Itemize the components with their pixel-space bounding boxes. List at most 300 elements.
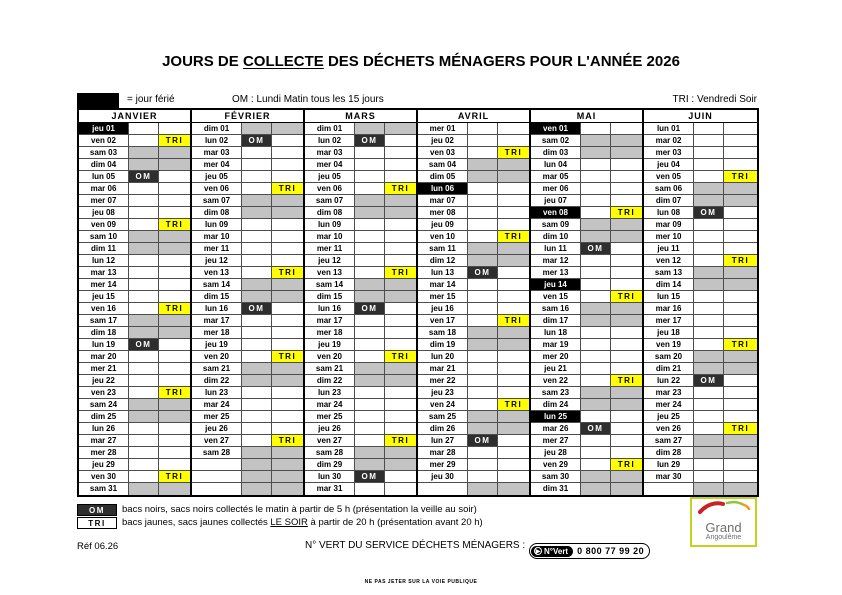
- day-label: dim 15: [192, 291, 242, 302]
- tri-mark: TRI: [611, 375, 642, 386]
- tri-description: [122, 517, 483, 528]
- logo-text-grand: Grand: [705, 520, 742, 535]
- day-row: [192, 147, 303, 159]
- day-label: jeu 04: [644, 159, 694, 170]
- day-row: [644, 231, 757, 243]
- day-label: sam 11: [418, 243, 468, 254]
- day-label: lun 08: [644, 207, 694, 218]
- day-row: [644, 255, 757, 267]
- om-cell: [129, 279, 159, 290]
- day-row: [644, 147, 757, 159]
- day-label: mar 13: [79, 267, 129, 278]
- day-row: [79, 135, 190, 147]
- day-label: sam 17: [79, 315, 129, 326]
- tri-cell: [159, 315, 190, 326]
- day-row: [79, 171, 190, 183]
- day-row: [305, 135, 416, 147]
- day-label: lun 19: [79, 339, 129, 350]
- om-cell: [355, 123, 385, 134]
- day-label: sam 21: [192, 363, 242, 374]
- om-cell: [694, 315, 724, 326]
- day-label: jeu 21: [531, 363, 581, 374]
- om-cell: [242, 447, 272, 458]
- day-label: jeu 11: [644, 243, 694, 254]
- tri-cell: [272, 123, 303, 134]
- day-label: mar 17: [305, 315, 355, 326]
- day-row: [418, 483, 529, 495]
- day-row: [418, 411, 529, 423]
- day-label: mer 06: [531, 183, 581, 194]
- day-row: [192, 351, 303, 363]
- om-cell: [242, 375, 272, 386]
- om-cell: [355, 423, 385, 434]
- tri-cell: [159, 123, 190, 134]
- tri-mark: TRI: [385, 351, 416, 362]
- day-label: mer 25: [305, 411, 355, 422]
- tri-cell: [385, 291, 416, 302]
- tri-cell: [272, 399, 303, 410]
- day-label: mar 21: [418, 363, 468, 374]
- day-label: lun 04: [531, 159, 581, 170]
- day-row: [192, 171, 303, 183]
- day-row: [644, 471, 757, 483]
- om-cell: [694, 183, 724, 194]
- om-cell: [242, 387, 272, 398]
- om-cell: [242, 279, 272, 290]
- om-cell: [694, 159, 724, 170]
- tri-cell: [272, 219, 303, 230]
- day-row: [418, 399, 529, 411]
- day-row: [192, 375, 303, 387]
- tri-cell: [611, 303, 642, 314]
- day-label: dim 07: [644, 195, 694, 206]
- om-cell: [694, 459, 724, 470]
- tri-cell: [272, 423, 303, 434]
- day-row: [531, 327, 642, 339]
- day-row: [305, 231, 416, 243]
- day-label: sam 10: [79, 231, 129, 242]
- om-cell: [355, 399, 385, 410]
- day-label: jeu 15: [79, 291, 129, 302]
- day-row: [644, 219, 757, 231]
- tri-cell: [159, 195, 190, 206]
- om-cell: [468, 315, 498, 326]
- om-cell: [468, 483, 498, 495]
- day-label-holiday: jeu 14: [531, 279, 581, 290]
- day-label: ven 09: [79, 219, 129, 230]
- om-cell: [355, 327, 385, 338]
- tri-cell: [385, 303, 416, 314]
- day-row: [418, 303, 529, 315]
- month-column-avril: [418, 110, 531, 495]
- tri-cell: [724, 447, 757, 458]
- day-label: jeu 26: [192, 423, 242, 434]
- day-row: [305, 255, 416, 267]
- day-row: [192, 411, 303, 423]
- om-cell: [129, 483, 159, 495]
- day-row: [531, 315, 642, 327]
- om-cell: [129, 243, 159, 254]
- day-row: [192, 447, 303, 459]
- tri-cell: [272, 339, 303, 350]
- om-cell: [468, 147, 498, 158]
- day-label: mar 16: [644, 303, 694, 314]
- day-label: sam 20: [644, 351, 694, 362]
- day-label: dim 25: [79, 411, 129, 422]
- day-label: sam 16: [531, 303, 581, 314]
- day-label: lun 05: [79, 171, 129, 182]
- day-row: [192, 135, 303, 147]
- day-label: mer 18: [305, 327, 355, 338]
- tri-mark: TRI: [159, 135, 190, 146]
- om-mark: OM: [242, 135, 272, 146]
- day-row: [192, 159, 303, 171]
- day-label: [418, 483, 468, 495]
- om-cell: [355, 375, 385, 386]
- tri-cell: [724, 183, 757, 194]
- day-row: [305, 375, 416, 387]
- day-row: [644, 447, 757, 459]
- tri-cell: [159, 351, 190, 362]
- day-label: ven 02: [79, 135, 129, 146]
- day-label: lun 18: [531, 327, 581, 338]
- om-cell: [581, 255, 611, 266]
- om-cell: [581, 291, 611, 302]
- om-cell: [468, 387, 498, 398]
- day-row: [305, 207, 416, 219]
- day-label: mar 19: [531, 339, 581, 350]
- tri-desc-pre: bacs jaunes, sacs jaunes collectés: [122, 517, 271, 528]
- om-cell: [355, 435, 385, 446]
- om-cell: [581, 171, 611, 182]
- day-label: lun 02: [192, 135, 242, 146]
- day-label: mar 27: [79, 435, 129, 446]
- day-label: mar 20: [79, 351, 129, 362]
- om-cell: [242, 267, 272, 278]
- tri-cell: [272, 279, 303, 290]
- tri-cell: [611, 435, 642, 446]
- om-cell: [355, 279, 385, 290]
- tri-cell: [272, 291, 303, 302]
- day-row: [531, 159, 642, 171]
- tri-mark: TRI: [611, 291, 642, 302]
- om-mark: OM: [129, 171, 159, 182]
- day-row: [644, 387, 757, 399]
- tri-cell: [159, 147, 190, 158]
- om-cell: [694, 471, 724, 482]
- tri-cell: [498, 183, 529, 194]
- om-cell: [355, 171, 385, 182]
- day-row: [79, 147, 190, 159]
- day-label: mar 03: [192, 147, 242, 158]
- tri-cell: [498, 219, 529, 230]
- day-row: [305, 471, 416, 483]
- day-label: mer 11: [305, 243, 355, 254]
- day-label: mer 08: [418, 207, 468, 218]
- om-cell: [581, 123, 611, 134]
- tri-cell: [385, 375, 416, 386]
- day-row: [531, 423, 642, 435]
- month-column-mars: [305, 110, 418, 495]
- day-row: [79, 195, 190, 207]
- tri-cell: [272, 171, 303, 182]
- tri-cell: [159, 447, 190, 458]
- day-row: [305, 327, 416, 339]
- tri-cell: [724, 219, 757, 230]
- day-row: [418, 123, 529, 135]
- tri-cell: [272, 243, 303, 254]
- day-label: ven 29: [531, 459, 581, 470]
- tri-cell: [272, 207, 303, 218]
- om-cell: [242, 291, 272, 302]
- om-cell: [129, 351, 159, 362]
- day-label: ven 15: [531, 291, 581, 302]
- day-label: dim 24: [531, 399, 581, 410]
- tri-cell: [724, 243, 757, 254]
- day-row: [79, 123, 190, 135]
- om-cell: [129, 363, 159, 374]
- tri-mark: TRI: [724, 255, 757, 266]
- tri-cell: [498, 471, 529, 482]
- day-label: lun 26: [79, 423, 129, 434]
- day-row: [79, 387, 190, 399]
- day-row: [305, 159, 416, 171]
- om-cell: [694, 387, 724, 398]
- day-row: [192, 291, 303, 303]
- day-label: jeu 16: [418, 303, 468, 314]
- day-row: [418, 231, 529, 243]
- day-row: [418, 459, 529, 471]
- day-row: [418, 135, 529, 147]
- om-cell: [355, 207, 385, 218]
- om-cell: [694, 399, 724, 410]
- day-label: mar 24: [305, 399, 355, 410]
- day-row: [644, 339, 757, 351]
- tri-cell: [498, 363, 529, 374]
- om-cell: [694, 303, 724, 314]
- tri-cell: [611, 423, 642, 434]
- day-row: [531, 411, 642, 423]
- tri-cell: [159, 171, 190, 182]
- tri-cell: [272, 195, 303, 206]
- day-row: [305, 459, 416, 471]
- day-label: dim 17: [531, 315, 581, 326]
- tri-cell: [159, 231, 190, 242]
- day-label: sam 07: [305, 195, 355, 206]
- day-row: [418, 219, 529, 231]
- day-row: [192, 207, 303, 219]
- om-cell: [694, 483, 724, 495]
- day-row: [531, 471, 642, 483]
- nvert-pill: [531, 546, 573, 557]
- om-cell: [242, 183, 272, 194]
- day-row: [305, 183, 416, 195]
- tri-cell: [611, 411, 642, 422]
- day-label: sam 14: [305, 279, 355, 290]
- day-label: mar 07: [418, 195, 468, 206]
- tri-cell: [159, 207, 190, 218]
- tri-desc-post: à partir de 20 h (présentation avant 20 h): [307, 517, 483, 528]
- om-cell: [242, 195, 272, 206]
- day-row: [305, 291, 416, 303]
- tri-mark: TRI: [611, 459, 642, 470]
- tri-cell: [272, 255, 303, 266]
- tri-cell: [385, 447, 416, 458]
- title-post: DES DÉCHETS MÉNAGERS POUR L'ANNÉE 2026: [323, 53, 680, 70]
- day-row: [531, 291, 642, 303]
- om-cell: [129, 399, 159, 410]
- day-label: [192, 459, 242, 470]
- tri-cell: [724, 327, 757, 338]
- day-row: [644, 483, 757, 495]
- day-row: [531, 147, 642, 159]
- day-label: dim 22: [305, 375, 355, 386]
- om-cell: [468, 399, 498, 410]
- day-row: [79, 315, 190, 327]
- om-cell: [694, 243, 724, 254]
- day-row: [192, 339, 303, 351]
- month-column-janvier: [79, 110, 192, 495]
- om-cell: [242, 327, 272, 338]
- day-row: [644, 459, 757, 471]
- om-cell: [242, 207, 272, 218]
- om-cell: [129, 147, 159, 158]
- tri-cell: [724, 471, 757, 482]
- day-row: [79, 447, 190, 459]
- om-cell: [581, 399, 611, 410]
- tri-cell: [159, 411, 190, 422]
- tri-cell: [272, 327, 303, 338]
- day-label: lun 30: [305, 471, 355, 482]
- tri-cell: [159, 243, 190, 254]
- om-mark: OM: [581, 243, 611, 254]
- day-label: dim 01: [305, 123, 355, 134]
- day-label: dim 14: [644, 279, 694, 290]
- tri-cell: [385, 483, 416, 495]
- tri-mark: TRI: [498, 147, 529, 158]
- day-label: dim 18: [79, 327, 129, 338]
- om-cell: [242, 471, 272, 482]
- om-cell: [129, 123, 159, 134]
- tri-cell: [611, 399, 642, 410]
- day-row: [644, 135, 757, 147]
- day-row: [79, 291, 190, 303]
- day-row: [305, 267, 416, 279]
- day-label: ven 16: [79, 303, 129, 314]
- day-row: [418, 183, 529, 195]
- day-row: [418, 291, 529, 303]
- tri-mark: TRI: [611, 207, 642, 218]
- om-cell: [355, 219, 385, 230]
- day-row: [79, 459, 190, 471]
- day-label: dim 21: [644, 363, 694, 374]
- day-row: [418, 315, 529, 327]
- day-row: [644, 423, 757, 435]
- tri-cell: [385, 219, 416, 230]
- tri-cell: [611, 123, 642, 134]
- tri-cell: [724, 195, 757, 206]
- tri-cell: [611, 387, 642, 398]
- om-cell: [468, 459, 498, 470]
- tri-mark: TRI: [724, 423, 757, 434]
- logo-swoosh-icon: [696, 499, 752, 515]
- tri-cell: [611, 471, 642, 482]
- day-label: mer 14: [79, 279, 129, 290]
- day-row: [79, 243, 190, 255]
- om-cell: [468, 135, 498, 146]
- day-label: sam 06: [644, 183, 694, 194]
- om-cell: [581, 483, 611, 495]
- day-row: [305, 351, 416, 363]
- day-row: [192, 303, 303, 315]
- tri-cell: [385, 231, 416, 242]
- tri-mark: TRI: [159, 303, 190, 314]
- day-label: sam 07: [192, 195, 242, 206]
- tri-mark: TRI: [385, 267, 416, 278]
- legend-om-row: [77, 503, 483, 516]
- day-row: [644, 411, 757, 423]
- tri-cell: [385, 459, 416, 470]
- tri-cell: [498, 255, 529, 266]
- om-cell: [468, 411, 498, 422]
- day-row: [644, 435, 757, 447]
- day-label: lun 29: [644, 459, 694, 470]
- legend-bottom: [77, 503, 483, 529]
- om-cell: [129, 375, 159, 386]
- tri-cell: [272, 447, 303, 458]
- tri-cell: [272, 147, 303, 158]
- tri-cell: [724, 399, 757, 410]
- day-label-holiday: jeu 01: [79, 123, 129, 134]
- om-mark: OM: [694, 375, 724, 386]
- day-row: [644, 267, 757, 279]
- tri-mark: TRI: [385, 183, 416, 194]
- day-label: sam 04: [418, 159, 468, 170]
- day-label: jeu 19: [192, 339, 242, 350]
- day-label: ven 30: [79, 471, 129, 482]
- day-row: [305, 219, 416, 231]
- day-row: [305, 483, 416, 495]
- day-row: [305, 363, 416, 375]
- month-header: AVRIL: [418, 110, 529, 123]
- tri-cell: [159, 327, 190, 338]
- day-label: jeu 22: [79, 375, 129, 386]
- day-label: lun 22: [644, 375, 694, 386]
- om-cell: [129, 447, 159, 458]
- day-label: ven 27: [192, 435, 242, 446]
- tri-mark: TRI: [724, 339, 757, 350]
- tri-cell: [724, 315, 757, 326]
- day-label: lun 27: [418, 435, 468, 446]
- om-cell: [355, 231, 385, 242]
- day-row: [531, 171, 642, 183]
- day-row: [531, 243, 642, 255]
- om-cell: [242, 147, 272, 158]
- day-row: [79, 231, 190, 243]
- om-cell: [581, 471, 611, 482]
- tri-cell: [498, 483, 529, 495]
- om-cell: [694, 219, 724, 230]
- day-label-holiday: ven 08: [531, 207, 581, 218]
- day-label: mer 24: [644, 399, 694, 410]
- day-row: [644, 303, 757, 315]
- om-cell: [694, 351, 724, 362]
- tri-cell: [611, 183, 642, 194]
- om-cell: [694, 171, 724, 182]
- day-label: ven 19: [644, 339, 694, 350]
- tri-cell: [611, 351, 642, 362]
- day-label: dim 10: [531, 231, 581, 242]
